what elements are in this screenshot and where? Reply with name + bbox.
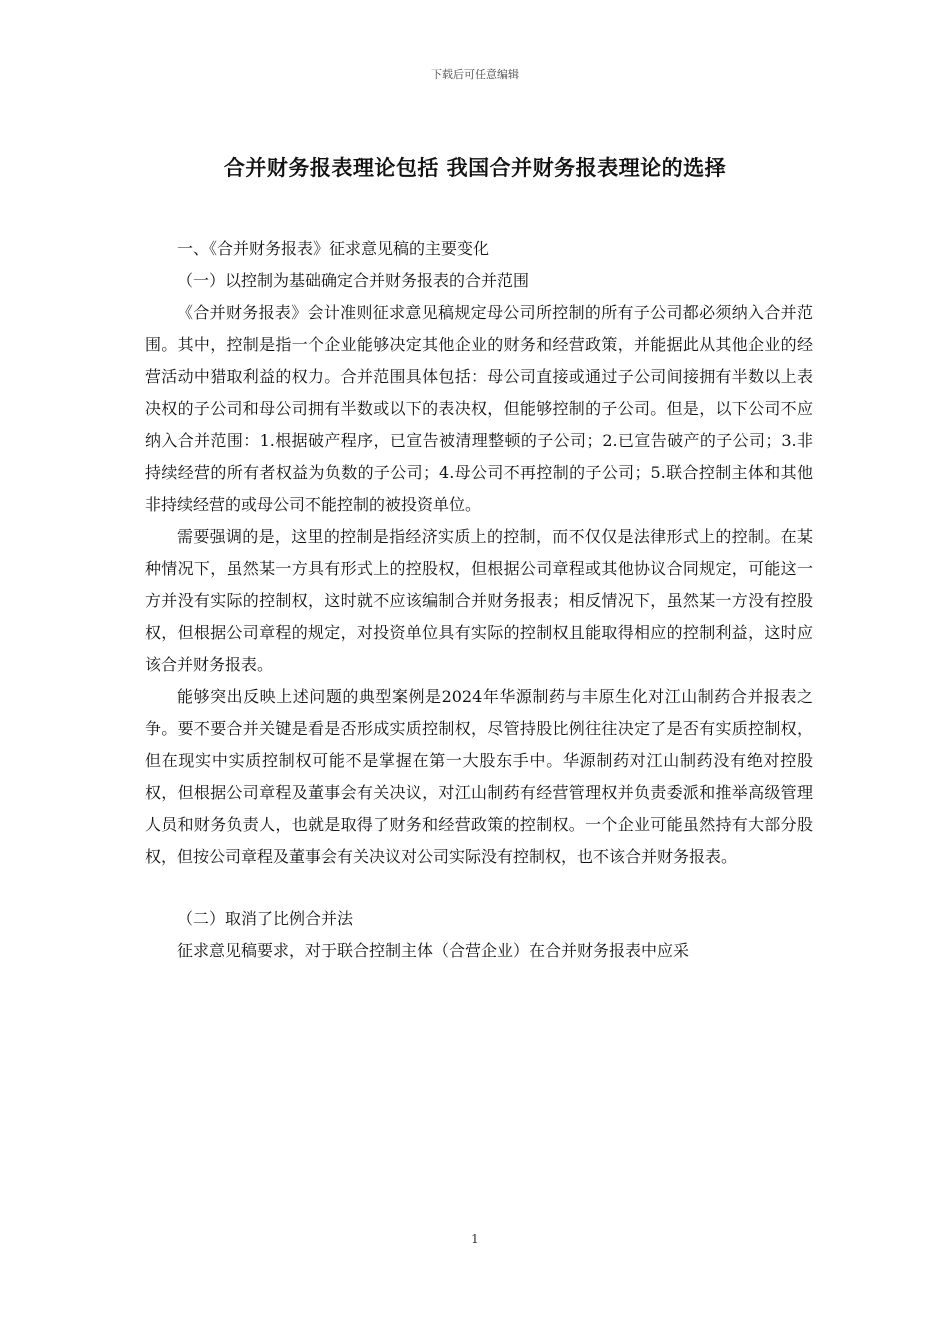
header-note: 下载后可任意编辑 (431, 68, 519, 81)
subsection-heading-1: （一）以控制为基础确定合并财务报表的合并范围 (177, 271, 530, 290)
paragraph: 《合并财务报表》会计准则征求意见稿规定母公司所控制的所有子公司都必须纳入合并范围。其中，控制是指一个企业能够决定其他企业的财务和经营政策，并能据此从其他企业的经营活动中猎取利益的权力。合并范围具体包括：母公司直接或通过子公司间接拥有半数以上表决权的子公司和母公司拥有半数或以下的表决权，但能够控制的子公司。但是，以下公司不应纳入合并范围：1.根据破产程序，已宣告被清理整顿的子公司；2.已宣告破产的子公司；3.非持续经营的所有者权益为负数的子公司；4.母公司不再控制的子公司；5.联合控制主体和其他非持续经营的或母公司不能控制的被投资单位。 (145, 303, 813, 514)
subsection-heading-2: （二）取消了比例合并法 (177, 909, 354, 928)
paragraph: 征求意见稿要求，对于联合控制主体（合营企业）在合并财务报表中应采 (177, 941, 690, 960)
paragraph: 能够突出反映上述问题的典型案例是2024年华源制药与丰原生化对江山制药合并报表之争。要不要合并关键是看是否形成实质控制权，尽管持股比例往往决定了是否有实质控制权，但在现实中实质控制权可能不是掌握在第一大股东手中。华源制药对江山制药没有绝对控股权，但根据公司章程及董事会有关决议，对江山制药有经营管理权并负责委派和推举高级管理人员和财务负责人，也就是取得了财务和经营政策的控制权。一个企业可能虽然持有大部分股权，但按公司章程及董事会有关决议对公司实际没有控制权，也不该合并财务报表。 (145, 687, 813, 866)
page-number: 1 (471, 1232, 479, 1246)
paragraph: 需要强调的是，这里的控制是指经济实质上的控制，而不仅仅是法律形式上的控制。在某种情况下，虽然某一方具有形式上的控股权，但根据公司章程或其他协议合同规定，可能这一方并没有实际的控制权，这时就不应该编制合并财务报表；相反情况下，虽然某一方没有控股权，但根据公司章程的规定，对投资单位具有实际的控制权且能取得相应的控制利益，这时应该合并财务报表。 (145, 527, 813, 674)
document-body (145, 233, 813, 967)
section-heading-1: 一、《合并财务报表》征求意见稿的主要变化 (177, 239, 490, 258)
document-title: 合并财务报表理论包括 我国合并财务报表理论的选择 (223, 156, 727, 180)
